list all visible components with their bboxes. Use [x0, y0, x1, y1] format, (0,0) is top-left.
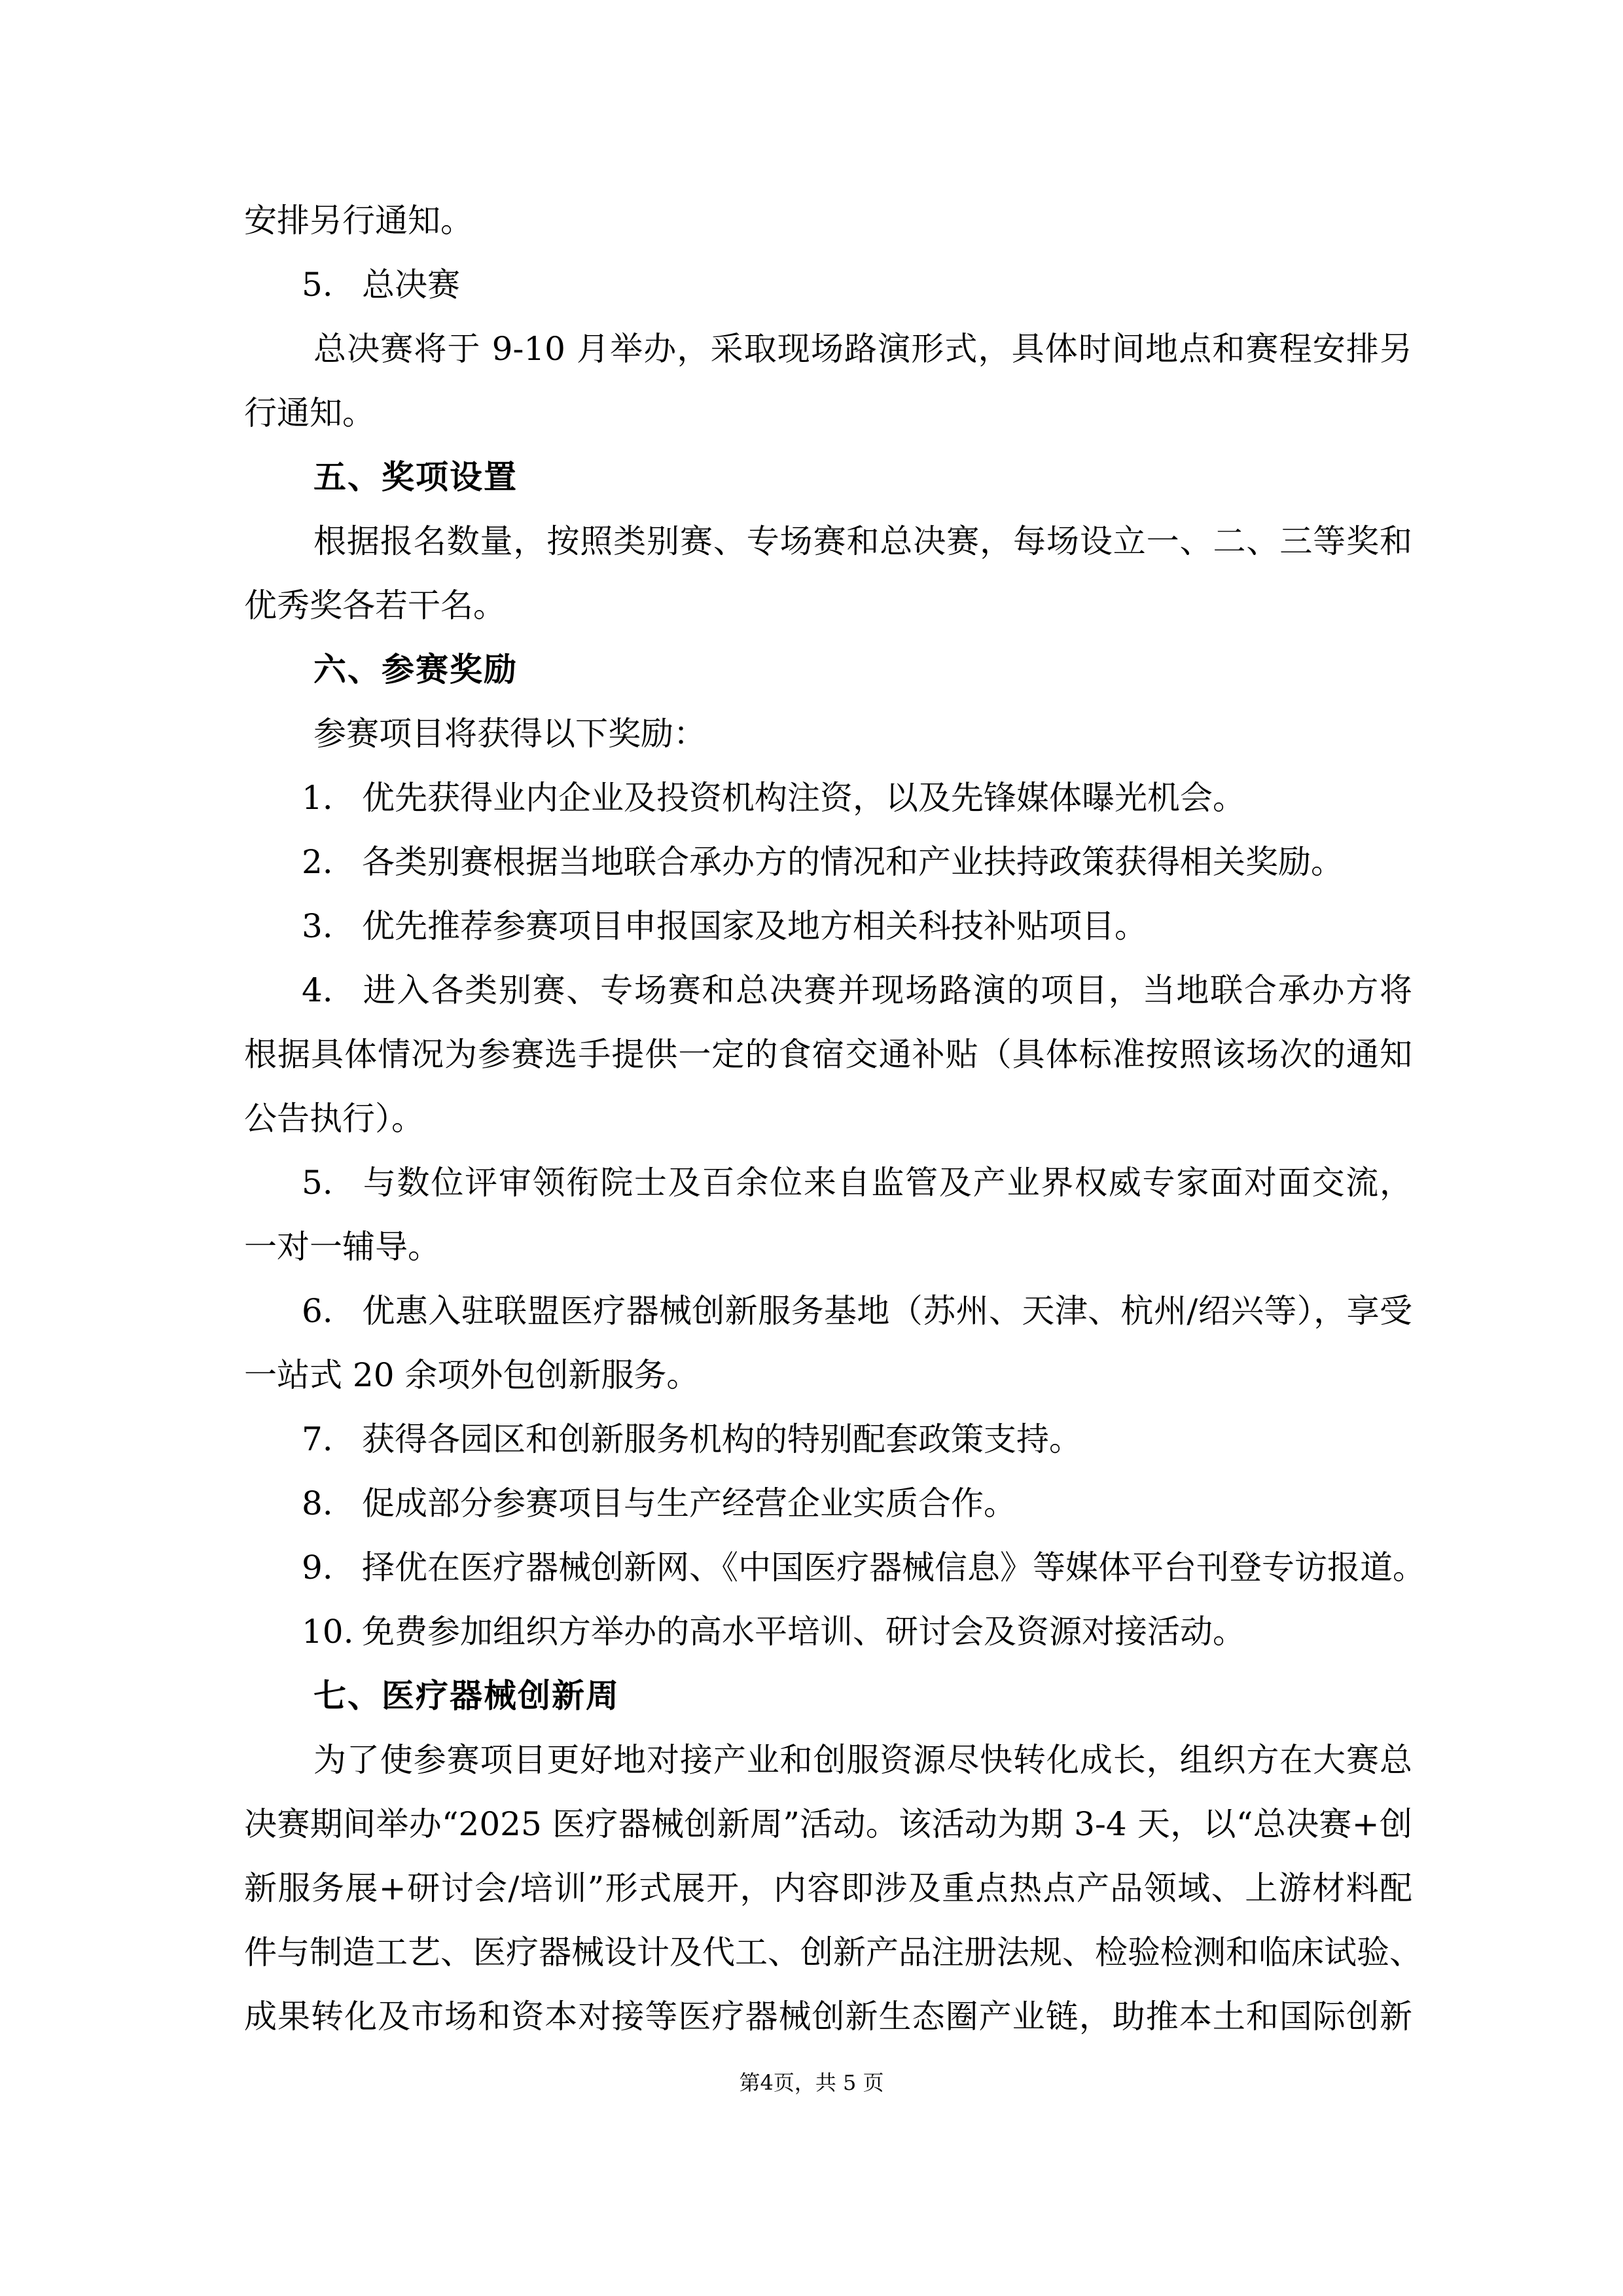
list-item-text: 择优在医疗器械创新网、《中国医疗器械信息》等媒体平台刊登专访报道。 — [362, 1549, 1425, 1587]
section-heading: 七、医疗器械创新周 — [313, 1677, 620, 1715]
list-item — [244, 894, 1412, 958]
list-item-number: 5. — [302, 266, 333, 304]
list-item-number: 5. — [302, 1164, 333, 1202]
list-item — [244, 1471, 1412, 1535]
list-item-text: 免费参加组织方举办的高水平培训、研讨会及资源对接活动。 — [362, 1613, 1245, 1651]
text-line: 根据报名数量，按照类别赛、专场赛和总决赛，每场设立一、二、三等奖和 — [313, 522, 1412, 560]
list-item — [244, 1600, 1412, 1664]
list-item — [244, 1151, 1412, 1215]
list-item — [244, 253, 1412, 317]
list-item-number: 1. — [302, 779, 333, 817]
text-line: 优秀奖各若干名。 — [244, 586, 506, 624]
text-line: 新服务展+研讨会/培训”形式展开，内容即涉及重点热点产品领域、上游材料配 — [244, 1869, 1412, 1907]
list-item-number: 7. — [302, 1420, 333, 1458]
section-heading: 六、参赛奖励 — [313, 651, 518, 689]
text-line: 件与制造工艺、医疗器械设计及代工、创新产品注册法规、检验检测和临床试验、 — [244, 1933, 1422, 1971]
text-line: 成果转化及市场和资本对接等医疗器械创新生态圈产业链，助推本土和国际创新 — [244, 1998, 1412, 2036]
text-line: 一对一辅导。 — [244, 1228, 440, 1266]
text-line: 一站式 20 余项外包创新服务。 — [244, 1356, 700, 1394]
text-line: 行通知。 — [244, 394, 375, 432]
list-item-number: 10. — [302, 1613, 354, 1651]
list-item-number: 3. — [302, 907, 333, 945]
text-line: 决赛期间举办“2025 医疗器械创新周”活动。该活动为期 3-4 天，以“总决赛+创 — [244, 1805, 1412, 1843]
text-line: 为了使参赛项目更好地对接产业和创服资源尽快转化成长，组织方在大赛总 — [313, 1741, 1412, 1779]
list-item-text: 获得各园区和创新服务机构的特别配套政策支持。 — [362, 1420, 1082, 1458]
text-line: 根据具体情况为参赛选手提供一定的食宿交通补贴（具体标准按照该场次的通知 — [244, 1035, 1412, 1073]
list-item-number: 9. — [302, 1549, 333, 1587]
text-line: 安排另行通知。 — [244, 202, 473, 240]
list-item — [244, 766, 1412, 830]
section-heading: 五、奖项设置 — [313, 458, 518, 496]
text-line: 公告执行）。 — [244, 1100, 424, 1138]
list-item-number: 2. — [302, 843, 333, 881]
list-item — [244, 1407, 1412, 1471]
list-item-text: 与数位评审领衔院士及百余位来自监管及产业界权威专家面对面交流， — [362, 1164, 1412, 1202]
list-item-number: 6. — [302, 1292, 333, 1330]
list-item-number: 8. — [302, 1484, 333, 1522]
list-item — [244, 1535, 1425, 1600]
list-item-text: 进入各类别赛、专场赛和总决赛并现场路演的项目，当地联合承办方将 — [362, 971, 1412, 1009]
list-item-number: 4. — [302, 971, 333, 1009]
list-item — [244, 1279, 1412, 1343]
list-item-text: 促成部分参赛项目与生产经营企业实质合作。 — [362, 1484, 1016, 1522]
list-item-text: 优先推荐参赛项目申报国家及地方相关科技补贴项目。 — [362, 907, 1147, 945]
text-line: 参赛项目将获得以下奖励： — [313, 715, 706, 753]
page-number: 第4页，共 5 页 — [739, 2070, 884, 2095]
text-line: 总决赛将于 9-10 月举办，采取现场路演形式，具体时间地点和赛程安排另 — [313, 330, 1412, 368]
list-item — [244, 830, 1412, 894]
list-item-text: 优先获得业内企业及投资机构注资，以及先锋媒体曝光机会。 — [362, 779, 1245, 817]
list-item — [244, 958, 1412, 1022]
list-item-text: 各类别赛根据当地联合承办方的情况和产业扶持政策获得相关奖励。 — [362, 843, 1344, 881]
list-item-text: 优惠入驻联盟医疗器械创新服务基地（苏州、天津、杭州/绍兴等），享受 — [362, 1292, 1412, 1330]
list-item-text: 总决赛 — [362, 266, 460, 304]
document-body — [244, 188, 1425, 2049]
